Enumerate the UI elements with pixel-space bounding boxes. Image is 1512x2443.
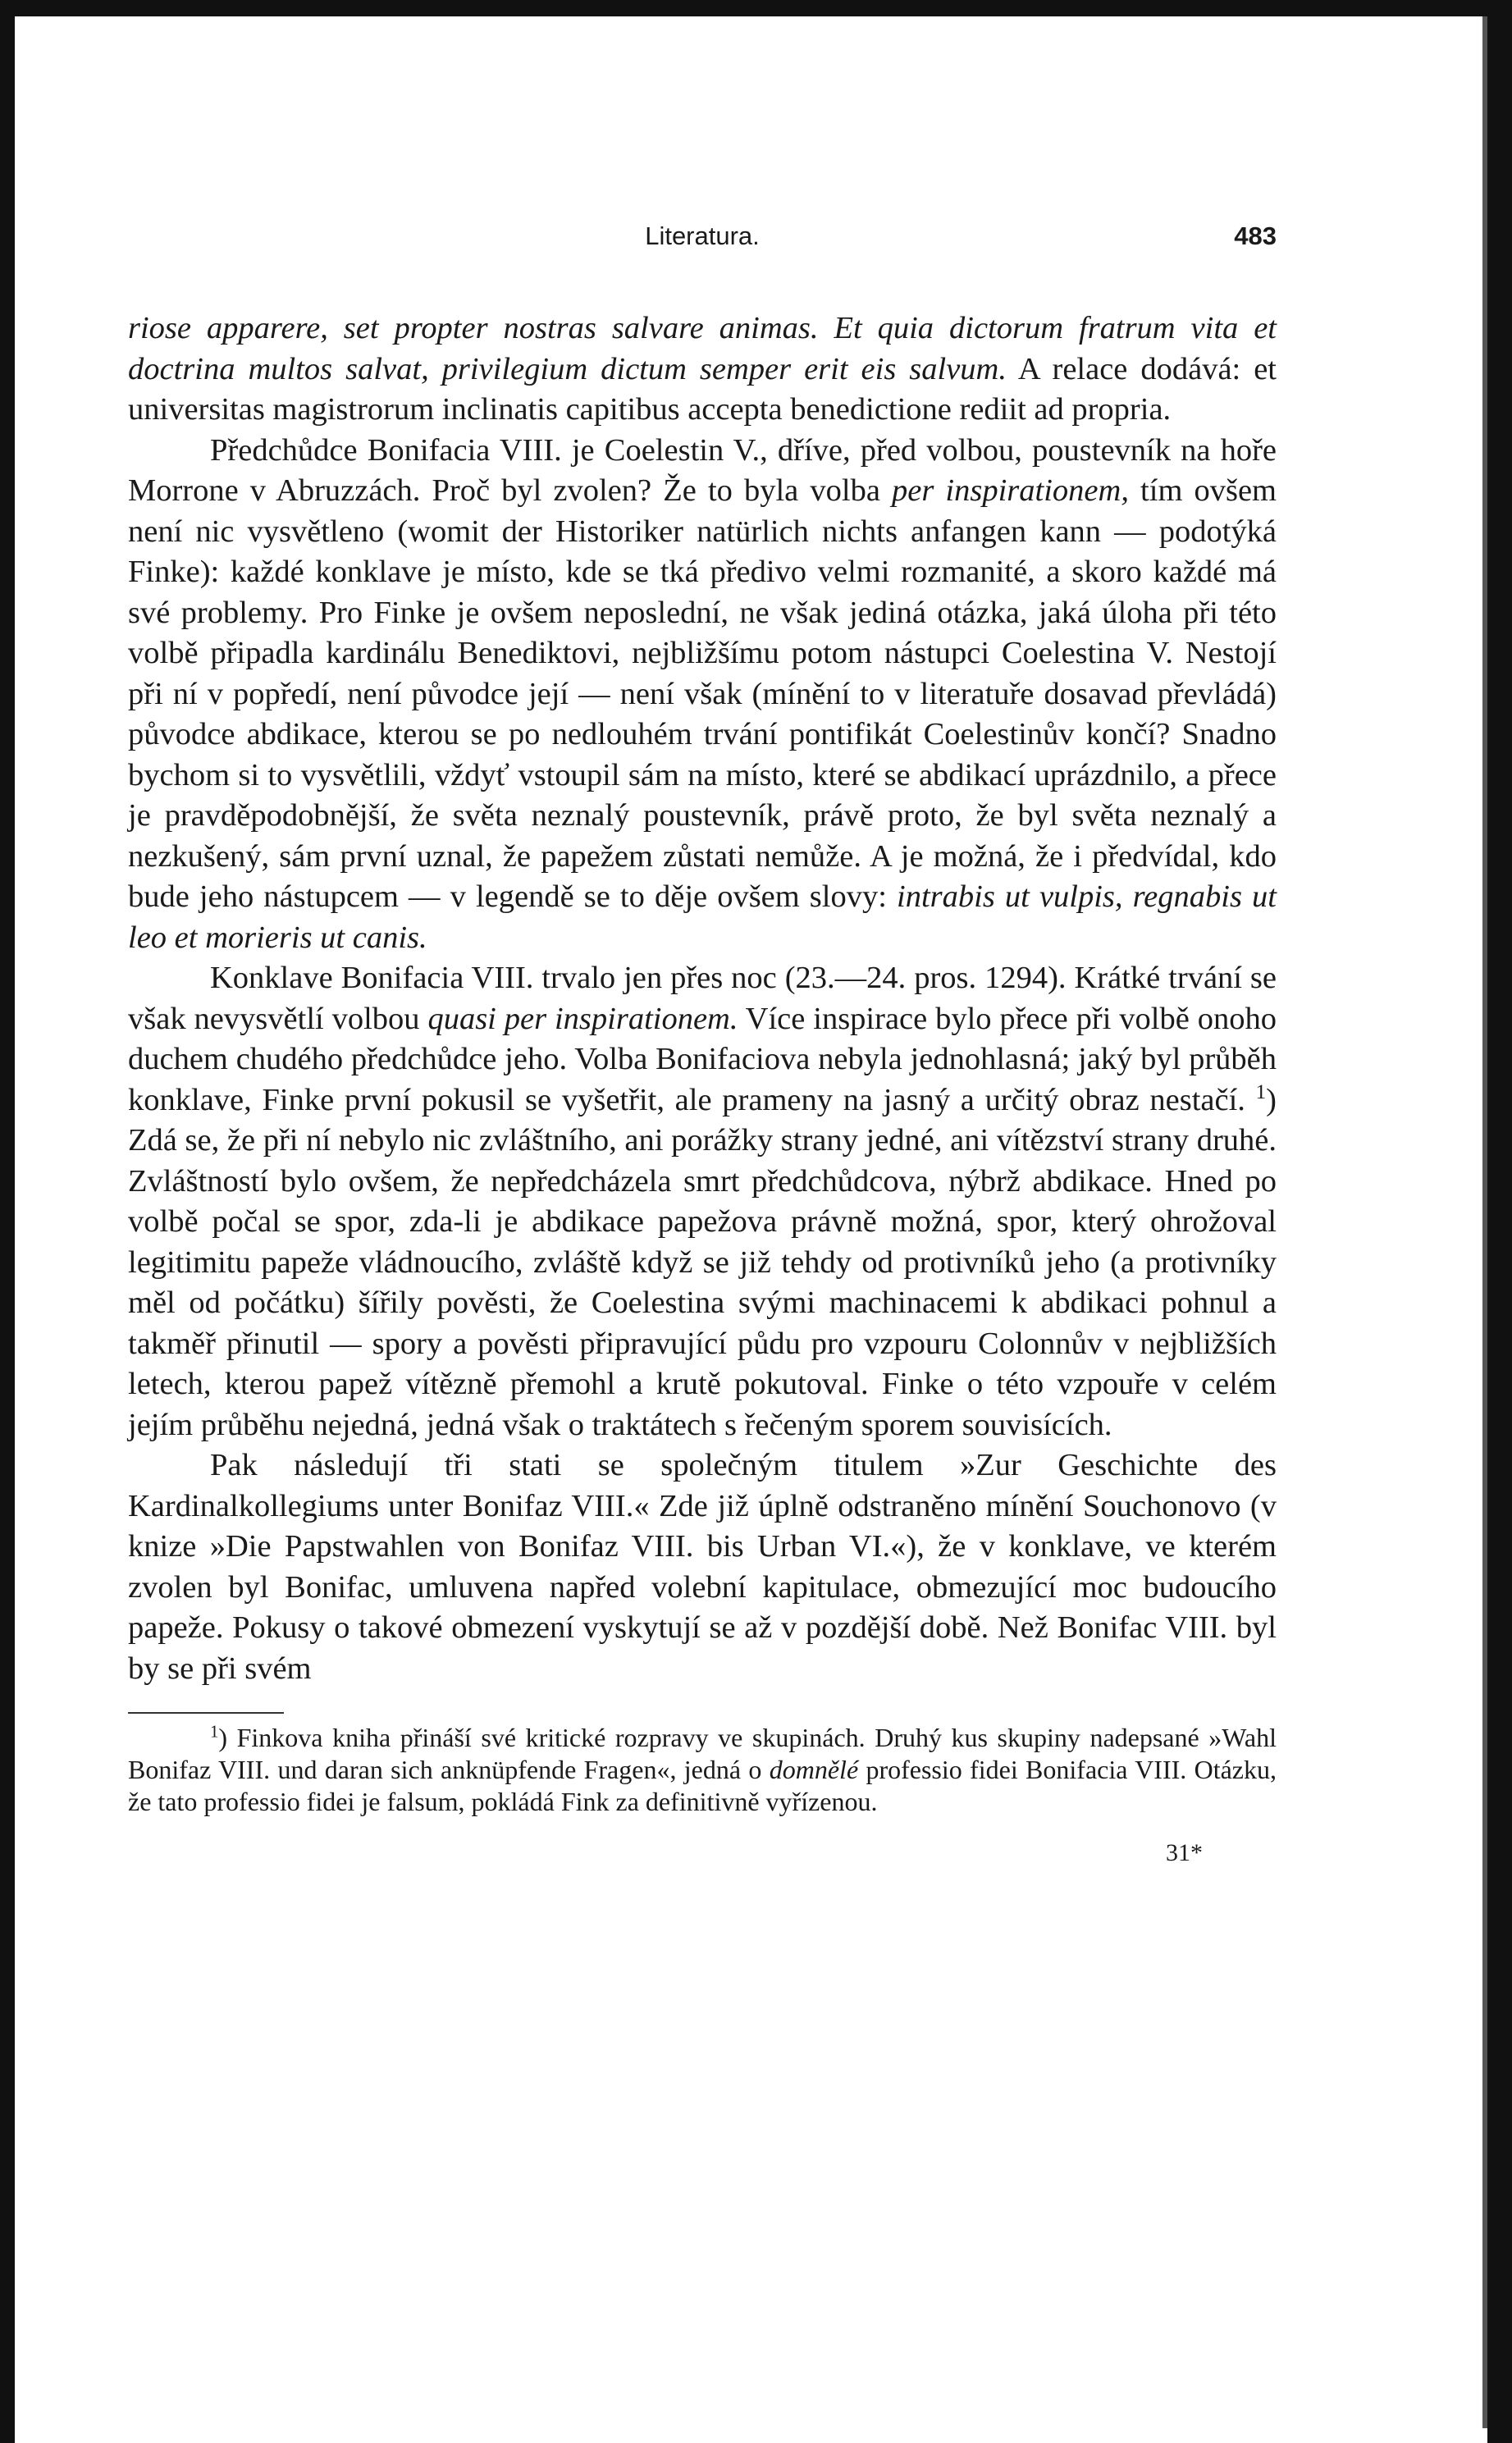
latin-quote: intrabis ut vulpis, regnabis ut leo et morieris ut canis. — [128, 879, 1277, 955]
text-run: tím ovšem není nic vysvětleno (womit der Historiker natürlich nichts anfangen kann — podotýká Finke): každé konklave je místo, kde se tká předivo velmi rozmanité, a skoro každé má své problemy. Pro Finke je ovšem neposlední, ne však jediná otázka, jaká úloha při této volbě připadla kardinálu Benediktovi, nejbližšímu potom nástupci Coelestina V. Nestojí při ní v popředí, není původce její — není však (mínění to v literatuře dosavad převládá) původce abdikace, kterou se po nedlouhém trvání pontifikát Coelestinův končí? Snadno bychom si to vysvětlili, vždyť vstoupil sám na místo, které se abdikací uprázdnilo, a přece je pravděpodobnější, že světa neznalý poustevník, právě proto, že byl světa neznalý a nezkušený, sám první uznal, že papežem zůstati nemůže. A je možná, že i předvídal, kdo bude jeho nástupcem — v legendě se to děje ovšem slovy: — [128, 473, 1277, 914]
text-run: Pak následují tři stati se společným titulem »Zur Geschichte des Kardinalkollegiums unter Bonifaz VIII.« Zde již úplně odstraněno mínění Souchonovo (v knize »Die Papstwahlen von Bonifaz VIII. bis Urban VI.«), že v konklave, ve kterém zvolen byl Bonifac, umluvena napřed volební kapitulace, obmezující moc budoucího papeže. Pokusy o takové obmezení vyskytují se až v pozdější době. Než Bonifac VIII. byl by se při svém — [128, 1448, 1277, 1686]
running-head — [128, 221, 1277, 261]
scan-edge-top — [0, 0, 1512, 16]
latin-quote: riose apparere, set propter nostras salvare animas. Et quia dictorum fratrum vita et doctrina multos salvat, privilegium dictum semper erit eis salvum. — [128, 311, 1277, 386]
text-run: Předchůdce Bonifacia VIII. je Coelestin V., dříve, před volbou, poustevník na hoře Morrone v Abruzzách. Proč byl zvolen? Že to byla volba — [128, 432, 1277, 508]
footnote-text: professio fidei Bonifacia VIII. Otázku, že tato professio fidei je falsum, pokládá Fink za definitivně vyřízenou. — [128, 1755, 1277, 1816]
text-run: Více inspirace bylo přece při volbě onoho duchem chudého předchůdce jeho. Volba Bonifaciova nebyla jednohlasná; jaký byl průběh konklave, Finke první pokusil se vyšetřit, ale prameny na jasný a určitý obraz nestačí. — [128, 1001, 1277, 1117]
scan-edge-right — [1487, 0, 1512, 2443]
latin-phrase: quasi per inspirationem. — [427, 1001, 738, 1036]
text-run: ) Zdá se, že při ní nebylo nic zvláštního, ani porážky strany jedné, ani vítězství strany druhé. Zvláštností bylo ovšem, že nepředcházela smrt předchůdcova, nýbrž abdikace. Hned po volbě počal se spor, zda-li je abdikace papežova právně možná, spor, který ohrožoval legitimitu papeže vládnoucího, zvláště když se již tehdy od protivníků jeho (a protivníky měl od počátku) šířily pověsti, že Coelestina svými machinacemi k abdikaci pohnul a takměř přinutil — spory a pověsti připravující půdu pro vzpouru Colonnův v nejbližších letech, kterou papež vítězně přemohl a krutě pokutoval. Finke o této vzpouře v celém jejím průběhu nejedná, jedná však o traktátech s řečeným sporem souvisících. — [128, 1082, 1277, 1442]
footnote-reference[interactable]: 1 — [1255, 1080, 1267, 1103]
latin-phrase: per inspirationem, — [892, 473, 1129, 508]
paragraph-4 — [128, 1445, 1277, 1689]
scan-edge-shadow — [1482, 16, 1487, 2428]
running-title: Literatura. — [645, 221, 760, 250]
printer-signature: 31* — [1166, 1839, 1203, 1866]
page-number: 483 — [1234, 221, 1277, 250]
footnote-divider — [128, 1712, 284, 1714]
paragraph-2 — [128, 431, 1277, 959]
paragraph-1 — [128, 308, 1277, 431]
body-text — [128, 308, 1277, 1689]
page-content — [128, 221, 1277, 1867]
scan-edge-left — [0, 0, 15, 2443]
footnote — [128, 1722, 1277, 1818]
text-run: A relace dodává: et universitas magistrorum inclinatis capitibus accepta benedictione rediit ad propria. — [128, 351, 1277, 427]
footnote-italic: domnělé — [769, 1755, 859, 1784]
footnote-text: ) Finkova kniha přináší své kritické rozpravy ve skupinách. Druhý kus skupiny nadepsané »Wahl Bonifaz VIII. und daran sich anknüpfende Fragen«, jedná o — [128, 1723, 1277, 1784]
paragraph-3 — [128, 958, 1277, 1445]
text-run: Konklave Bonifacia VIII. trvalo jen přes noc (23.—24. pros. 1294). Krátké trvání se však nevysvětlí volbou — [128, 961, 1277, 1036]
footnote-marker: 1 — [210, 1722, 219, 1742]
